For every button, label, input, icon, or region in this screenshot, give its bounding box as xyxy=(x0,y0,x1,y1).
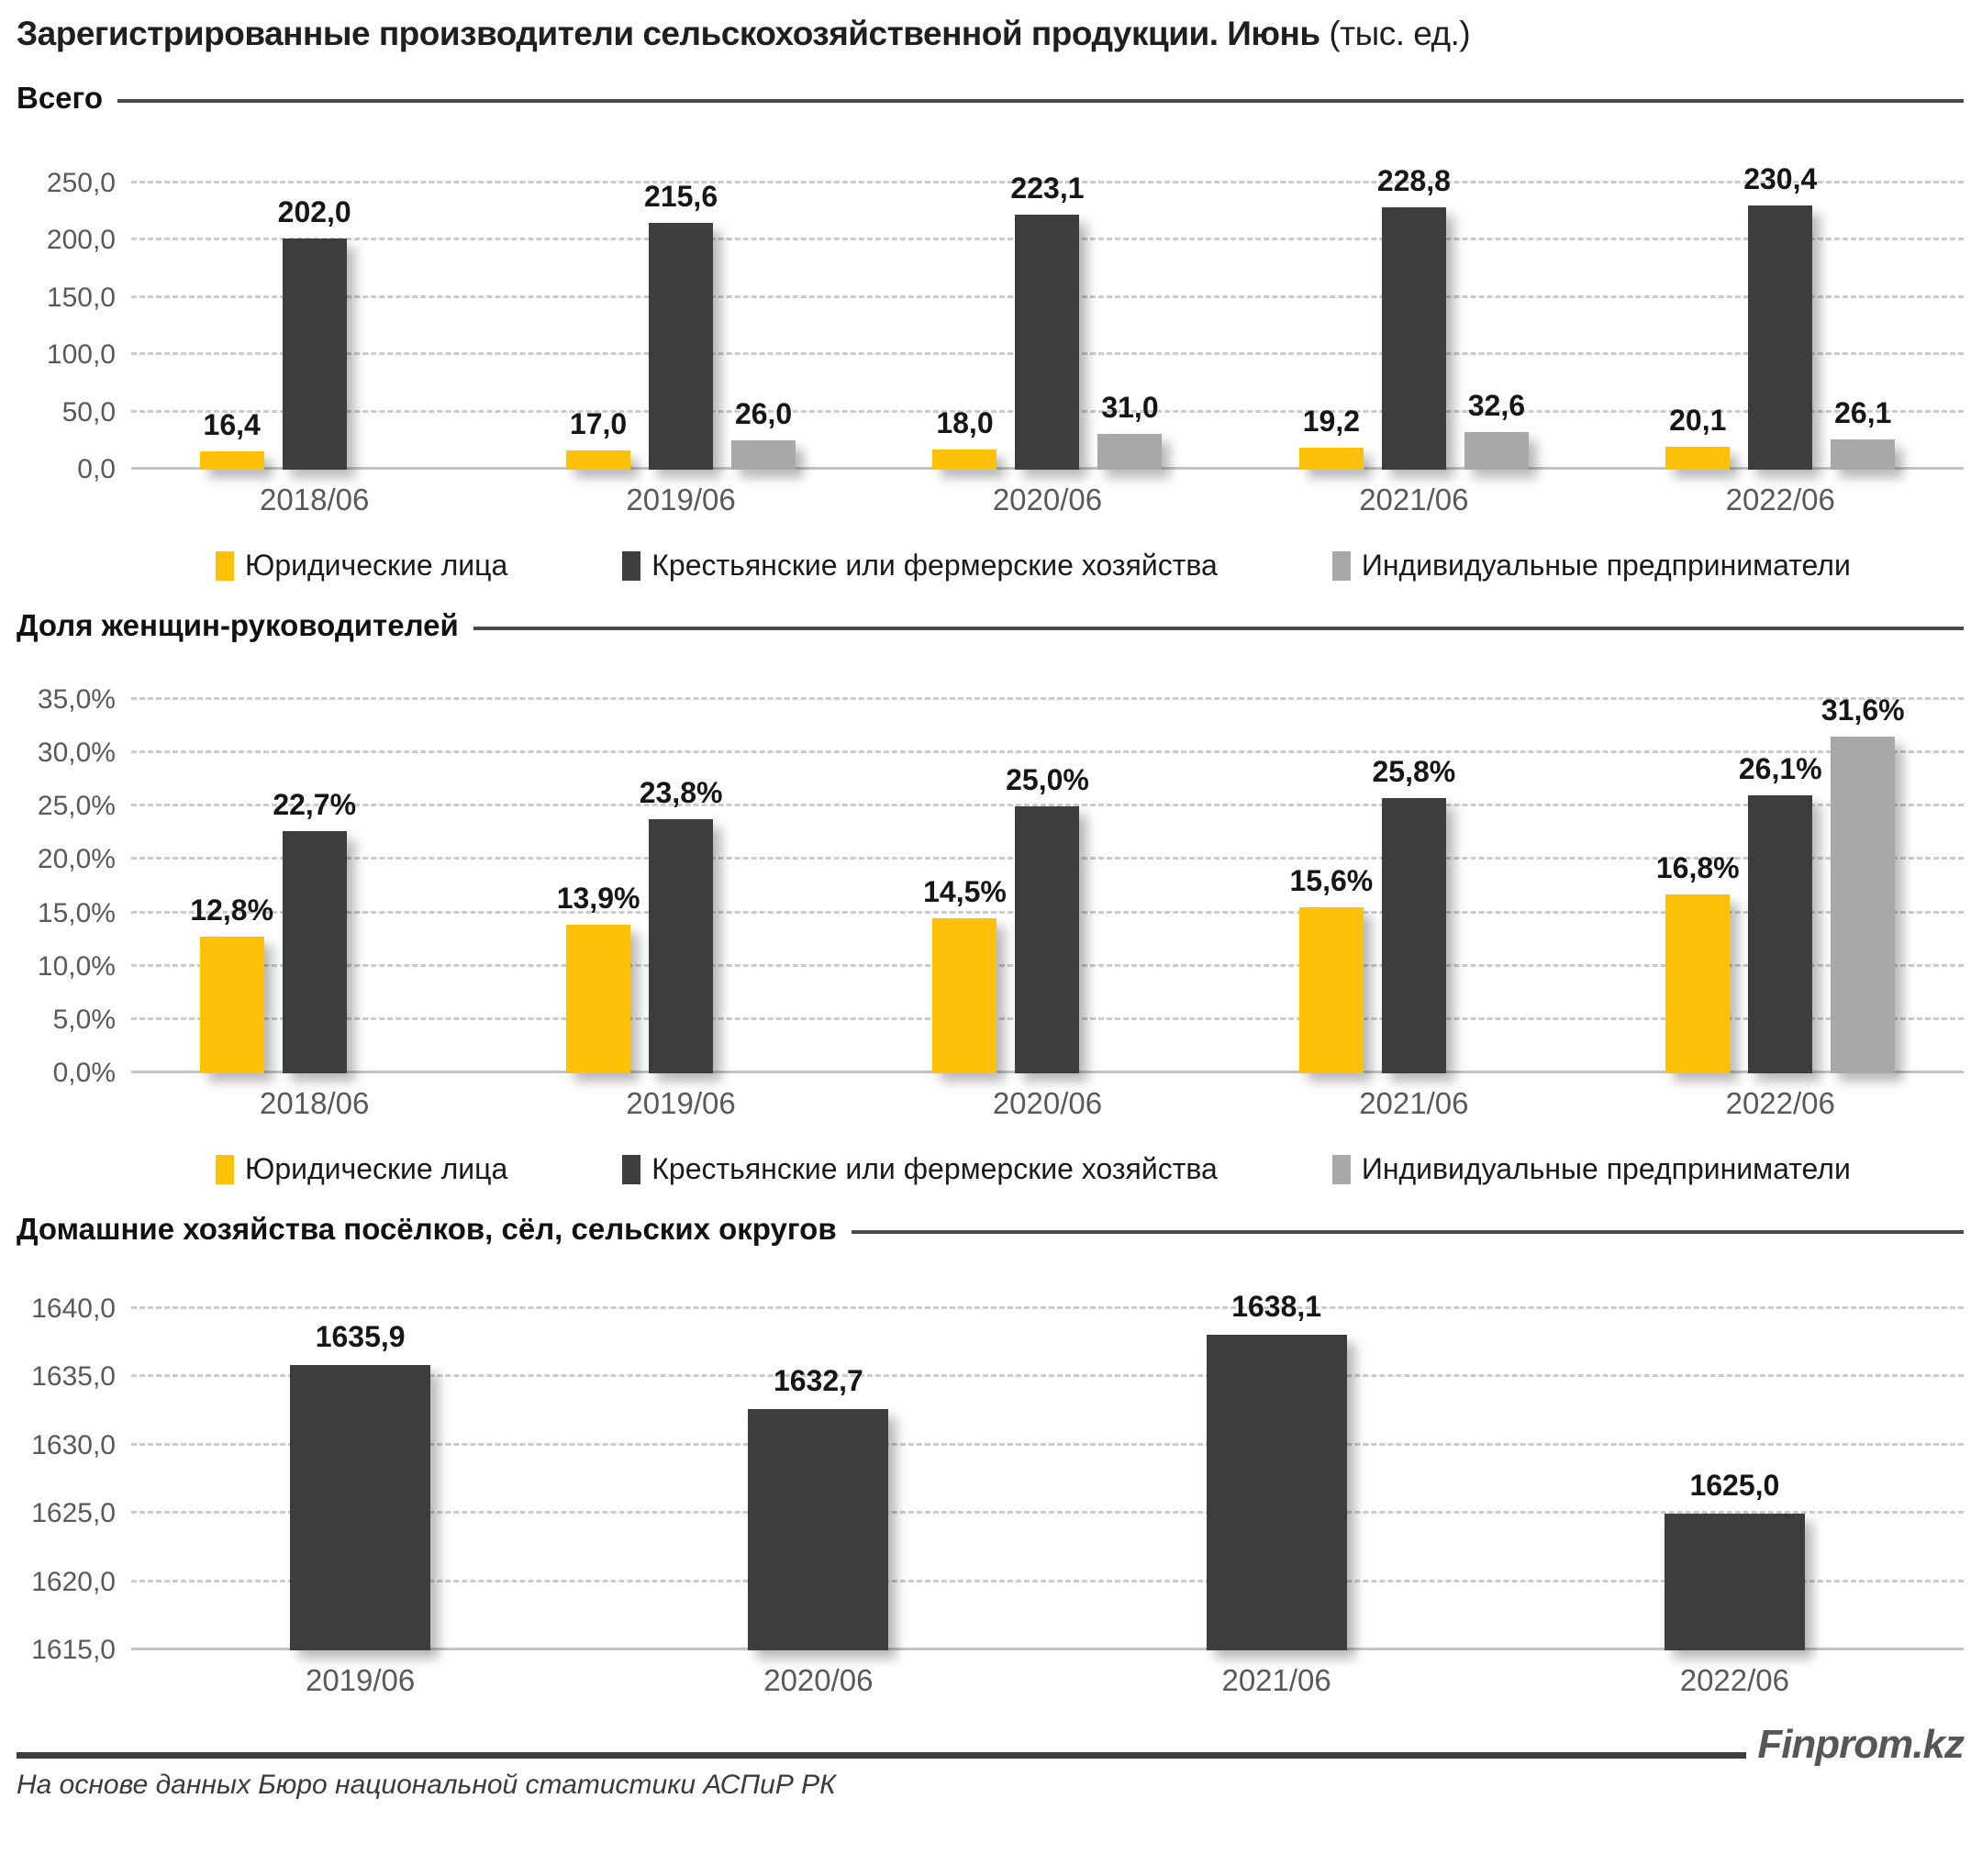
legend-item-label: Крестьянские или фермерские хозяйства xyxy=(651,1152,1218,1185)
bar-value-label: 32,6 xyxy=(1467,389,1525,423)
bar-value-label: 26,0 xyxy=(734,396,793,430)
bar-slot xyxy=(1464,125,1529,470)
x-axis-category-label: 2020/06 xyxy=(763,1663,874,1697)
legend-item xyxy=(216,549,507,583)
bar-slot xyxy=(1010,125,1085,470)
bar xyxy=(1831,439,1895,470)
bar-value-label: 20,1 xyxy=(1669,403,1727,437)
section-heading-total-label: Всего xyxy=(17,81,104,115)
bar-value-label: 31,0 xyxy=(1101,391,1159,425)
bar-group xyxy=(1655,652,1905,1073)
x-axis-category-label: 2022/06 xyxy=(1725,1086,1835,1120)
plot-area xyxy=(31,1256,1964,1665)
bar-value-label: 1632,7 xyxy=(773,1363,863,1397)
legend-swatch xyxy=(622,551,640,581)
bar xyxy=(1665,1514,1805,1650)
bar-group xyxy=(1665,125,1895,470)
bar-slot xyxy=(1821,652,1905,1073)
bar xyxy=(1665,894,1730,1073)
bar xyxy=(1015,215,1079,470)
chart-women-share xyxy=(17,652,1964,1186)
bar-value-label: 25,8% xyxy=(1372,754,1456,788)
bar xyxy=(1015,806,1079,1073)
plot-area xyxy=(46,125,1964,484)
bar-slot xyxy=(644,125,718,470)
bar-slot xyxy=(566,125,630,470)
bar-group xyxy=(190,652,429,1073)
bar-value-label: 15,6% xyxy=(1289,863,1374,897)
bar xyxy=(200,937,264,1073)
legend-item xyxy=(622,1152,1218,1186)
legend-item-label: Крестьянские или фермерские хозяйства xyxy=(651,549,1218,582)
y-axis-tick-label: 200,0 xyxy=(46,225,116,256)
legend-swatch xyxy=(622,1155,640,1184)
bar-slot xyxy=(639,652,723,1073)
page-title xyxy=(17,13,1964,55)
bar-slot xyxy=(1738,652,1822,1073)
bar-value-label: 18,0 xyxy=(936,405,994,439)
bar-slot xyxy=(731,652,796,1073)
bar-groups xyxy=(131,1256,1964,1650)
y-axis-tick-label: 1640,0 xyxy=(31,1293,116,1324)
bar-group xyxy=(1289,652,1529,1073)
bar-value-label: 230,4 xyxy=(1743,162,1818,196)
bar xyxy=(649,819,713,1073)
y-axis-tick-label: 0,0% xyxy=(52,1058,116,1088)
bar-group xyxy=(1665,1256,1805,1650)
bar xyxy=(932,450,997,470)
section-heading-households xyxy=(17,1212,1964,1247)
bar-group xyxy=(1207,1256,1347,1650)
y-axis-tick-label: 100,0 xyxy=(46,339,116,371)
bar-value-label: 17,0 xyxy=(569,406,628,440)
bar xyxy=(283,831,347,1073)
bar-slot xyxy=(1207,1256,1347,1650)
y-axis-tick-label: 50,0 xyxy=(61,396,116,427)
legend-item-label: Индивидуальные предприниматели xyxy=(1361,1152,1851,1185)
section-heading-households-label: Домашние хозяйства посёлков, сёл, сельских округов xyxy=(17,1212,837,1246)
bar xyxy=(1464,432,1529,470)
bar-slot xyxy=(277,125,351,470)
bar-group xyxy=(932,125,1162,470)
bar-value-label: 215,6 xyxy=(644,179,718,213)
bar xyxy=(1097,434,1162,470)
bar-slot xyxy=(748,1256,888,1650)
y-axis-tick-label: 15,0% xyxy=(37,897,116,928)
y-axis-tick-label: 0,0 xyxy=(77,454,116,484)
x-axis-labels xyxy=(131,483,1964,517)
bar-slot xyxy=(200,125,264,470)
bar xyxy=(283,239,347,470)
y-axis-tick-label: 1615,0 xyxy=(31,1635,116,1665)
x-axis-labels xyxy=(131,1086,1964,1121)
x-axis-category-label: 2022/06 xyxy=(1725,483,1835,516)
bar-slot xyxy=(1289,652,1374,1073)
legend-item-label: Юридические лица xyxy=(245,1152,508,1185)
bar-value-label: 31,6% xyxy=(1821,693,1905,727)
bar-value-label: 25,0% xyxy=(1006,763,1089,797)
section-heading-women-share xyxy=(17,608,1964,643)
bar-value-label: 16,8% xyxy=(1655,850,1740,884)
bar-slot xyxy=(1376,125,1451,470)
page-title-units: (тыс. ед.) xyxy=(1319,15,1471,52)
bar-slot xyxy=(190,652,274,1073)
heading-rule xyxy=(852,1230,1964,1234)
legend-item xyxy=(1332,549,1851,583)
bar xyxy=(1665,447,1730,470)
bar-slot xyxy=(365,652,429,1073)
x-axis-category-label: 2020/06 xyxy=(992,1086,1103,1120)
section-heading-women-share-label: Доля женщин-руководителей xyxy=(17,608,459,642)
bar xyxy=(290,1365,430,1650)
y-axis-tick-label: 1630,0 xyxy=(31,1429,116,1460)
bar-slot xyxy=(365,125,429,470)
x-axis-category-label: 2021/06 xyxy=(1359,1086,1469,1120)
bar-value-label: 23,8% xyxy=(639,776,723,810)
bar-value-label: 19,2 xyxy=(1302,405,1360,438)
legend-item xyxy=(622,549,1218,583)
y-axis-tick-label: 250,0 xyxy=(46,168,116,198)
bar-groups xyxy=(131,652,1964,1073)
bar-slot xyxy=(1831,125,1895,470)
bar xyxy=(731,440,796,470)
bar xyxy=(1382,798,1446,1073)
bar xyxy=(1831,737,1895,1073)
y-axis-tick-label: 10,0% xyxy=(37,950,116,982)
x-axis-category-label: 2019/06 xyxy=(305,1663,416,1697)
bar xyxy=(1207,1335,1347,1650)
legend-item xyxy=(1332,1152,1851,1186)
bar-slot xyxy=(1665,125,1730,470)
bar-value-label: 228,8 xyxy=(1376,164,1451,198)
bar-slot xyxy=(1743,125,1818,470)
heading-rule xyxy=(473,627,1964,630)
bar-slot xyxy=(273,652,357,1073)
heading-rule xyxy=(117,99,1964,103)
bar-group xyxy=(748,1256,888,1650)
bar-slot xyxy=(1299,125,1364,470)
bar-slot xyxy=(1464,652,1529,1073)
legend-swatch xyxy=(216,1155,234,1184)
x-axis-category-label: 2022/06 xyxy=(1679,1663,1790,1697)
x-axis-category-label: 2020/06 xyxy=(992,483,1103,516)
bar xyxy=(566,450,630,470)
bar-group xyxy=(200,125,429,470)
bar xyxy=(200,451,264,470)
y-axis-tick-label: 5,0% xyxy=(52,1004,116,1035)
bar-value-label: 26,1 xyxy=(1834,396,1892,430)
bar-groups xyxy=(131,125,1964,470)
legend-swatch xyxy=(216,551,234,581)
bar-value-label: 22,7% xyxy=(273,788,357,822)
chart-households xyxy=(17,1256,1964,1698)
y-axis-tick-label: 1625,0 xyxy=(31,1498,116,1529)
bar-slot xyxy=(1372,652,1456,1073)
bar-slot xyxy=(923,652,1007,1073)
bar-value-label: 16,4 xyxy=(203,407,261,441)
section-heading-total xyxy=(17,81,1964,116)
bar-slot xyxy=(1097,125,1162,470)
y-axis-tick-label: 25,0% xyxy=(37,791,116,822)
bar-value-label: 14,5% xyxy=(923,875,1007,909)
y-axis-tick-label: 35,0% xyxy=(37,684,116,715)
bar-slot xyxy=(1665,1256,1805,1650)
bar-value-label: 1635,9 xyxy=(315,1320,406,1354)
bar xyxy=(1299,907,1364,1073)
legend-item xyxy=(216,1152,507,1186)
x-axis-category-label: 2019/06 xyxy=(626,1086,736,1120)
bar-slot xyxy=(1655,652,1740,1073)
x-axis-labels xyxy=(131,1663,1964,1698)
bar xyxy=(1748,205,1812,470)
bar-slot xyxy=(932,125,997,470)
legend-item-label: Индивидуальные предприниматели xyxy=(1361,549,1851,582)
chart-total xyxy=(17,125,1964,583)
y-axis-tick-label: 1620,0 xyxy=(31,1566,116,1597)
legend xyxy=(216,549,1964,583)
bar-value-label: 202,0 xyxy=(277,194,351,228)
bar-value-label: 1638,1 xyxy=(1231,1290,1322,1324)
legend-item-label: Юридические лица xyxy=(245,549,508,582)
bar-slot xyxy=(1097,652,1162,1073)
y-axis-tick-label: 1635,0 xyxy=(31,1361,116,1393)
footer xyxy=(17,1722,1964,1768)
bar-value-label: 12,8% xyxy=(190,894,274,927)
bar-value-label: 1625,0 xyxy=(1689,1469,1780,1503)
bar xyxy=(649,223,713,470)
brand-logo: Finprom.kz xyxy=(1757,1722,1964,1767)
bar-slot xyxy=(731,125,796,470)
bar xyxy=(748,1409,888,1650)
data-source-note: На основе данных Бюро национальной статистики АСПиР РК xyxy=(17,1770,836,1800)
bar xyxy=(932,918,997,1073)
bar-slot xyxy=(1006,652,1089,1073)
bar xyxy=(566,925,630,1073)
y-axis-tick-label: 30,0% xyxy=(37,738,116,769)
y-axis-tick-label: 20,0% xyxy=(37,844,116,875)
bar-slot xyxy=(290,1256,430,1650)
plot-area xyxy=(37,652,1964,1088)
legend xyxy=(216,1152,1964,1186)
x-axis-category-label: 2018/06 xyxy=(260,483,370,516)
bar-value-label: 223,1 xyxy=(1010,171,1085,205)
legend-swatch xyxy=(1332,551,1351,581)
x-axis-category-label: 2018/06 xyxy=(260,1086,370,1120)
bar-group xyxy=(556,652,796,1073)
bar-slot xyxy=(556,652,640,1073)
bar-group xyxy=(566,125,796,470)
x-axis-category-label: 2021/06 xyxy=(1221,1663,1331,1697)
bar xyxy=(1382,207,1446,470)
bar-group xyxy=(1299,125,1529,470)
x-axis-category-label: 2021/06 xyxy=(1359,483,1469,516)
x-axis-category-label: 2019/06 xyxy=(626,483,736,516)
bar-value-label: 13,9% xyxy=(556,882,640,916)
bar xyxy=(1748,795,1812,1074)
bar-group xyxy=(923,652,1162,1073)
page-title-main: Зарегистрированные производители сельскохозяйственной продукции. Июнь xyxy=(17,15,1320,52)
legend-swatch xyxy=(1332,1155,1351,1184)
footer-rule xyxy=(17,1752,1746,1759)
bar xyxy=(1299,448,1364,470)
bar-value-label: 26,1% xyxy=(1738,751,1822,785)
y-axis-tick-label: 150,0 xyxy=(46,282,116,313)
bar-group xyxy=(290,1256,430,1650)
